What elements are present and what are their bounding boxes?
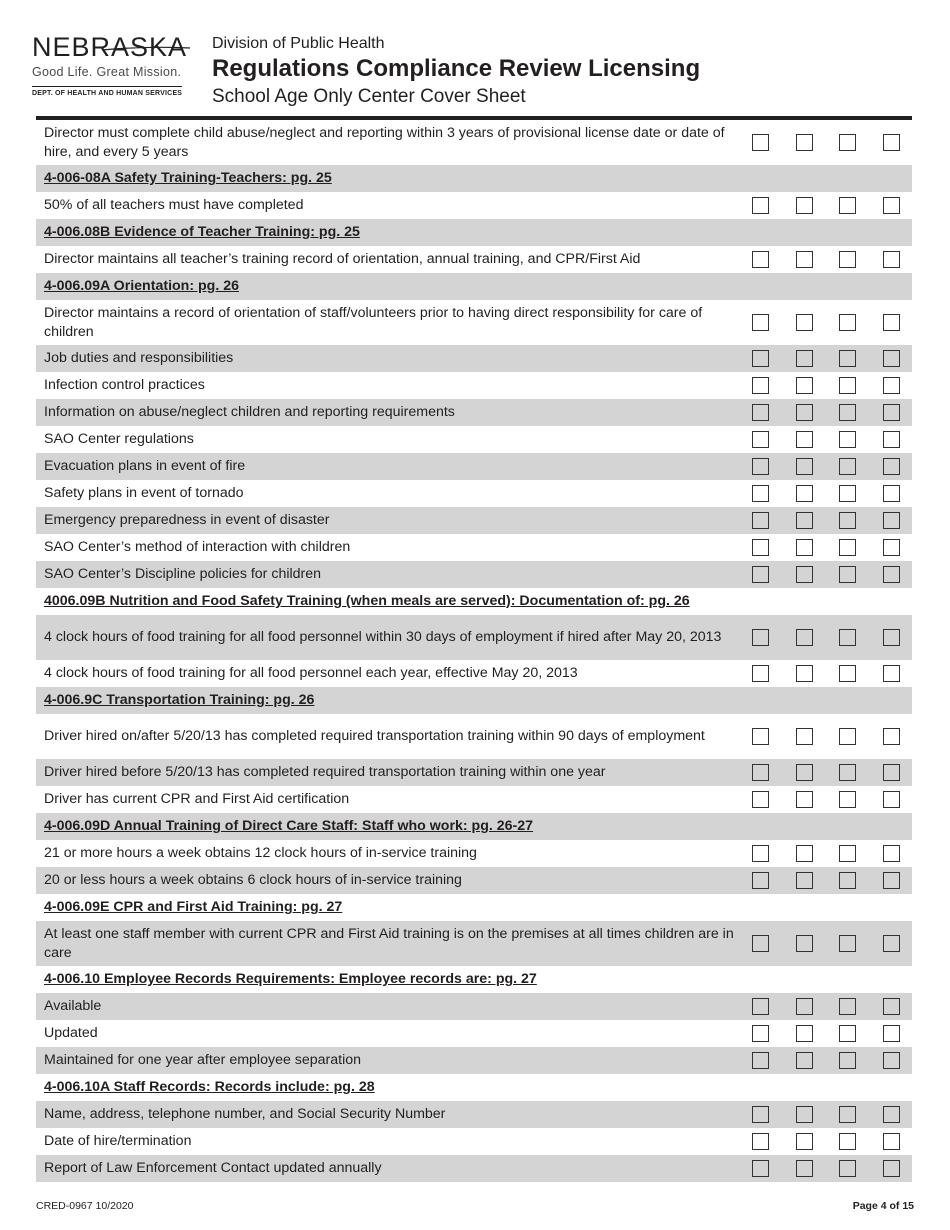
checklist-row [36, 759, 912, 786]
compliance-checkbox-col3[interactable] [839, 485, 856, 502]
requirement-text: Emergency preparedness in event of disaster [44, 512, 330, 528]
compliance-checkbox-col4[interactable] [883, 935, 900, 952]
checklist-row [36, 480, 912, 507]
compliance-checkbox-col4[interactable] [883, 1052, 900, 1069]
section-heading-row [36, 813, 912, 840]
compliance-checkbox-col4[interactable] [883, 845, 900, 862]
compliance-checkbox-col2[interactable] [796, 728, 813, 745]
compliance-checkbox-col3[interactable] [839, 728, 856, 745]
page-header [0, 0, 950, 118]
requirement-text: Driver has current CPR and First Aid certification [44, 791, 350, 807]
compliance-checkbox-col4[interactable] [883, 485, 900, 502]
compliance-checkbox-col3[interactable] [839, 791, 856, 808]
compliance-checkbox-col4[interactable] [883, 512, 900, 529]
requirement-text: SAO Center’s method of interaction with children [44, 539, 351, 555]
compliance-checkbox-col3[interactable] [839, 935, 856, 952]
page-subtitle: School Age Only Center Cover Sheet [212, 86, 526, 107]
section-heading-row [36, 1074, 912, 1101]
checklist-row [36, 786, 912, 813]
compliance-checkbox-col2[interactable] [796, 872, 813, 889]
logo-tagline: Good Life. Great Mission. [32, 65, 182, 79]
compliance-checkbox-col1[interactable] [752, 134, 769, 151]
section-heading: 4006.09B Nutrition and Food Safety Training (when meals are served): Documentation of: pg. 26 [44, 593, 690, 609]
compliance-checkbox-col3[interactable] [839, 404, 856, 421]
compliance-checkbox-col4[interactable] [883, 458, 900, 475]
compliance-checkbox-col2[interactable] [796, 197, 813, 214]
compliance-checkbox-col1[interactable] [752, 458, 769, 475]
compliance-checkbox-col3[interactable] [839, 665, 856, 682]
compliance-checkbox-col2[interactable] [796, 1160, 813, 1177]
requirement-text: Updated [44, 1025, 98, 1041]
compliance-checkbox-col2[interactable] [796, 998, 813, 1015]
requirement-text: Available [44, 998, 102, 1014]
checklist-table [36, 120, 912, 1182]
compliance-checkbox-col4[interactable] [883, 350, 900, 367]
compliance-checkbox-col2[interactable] [796, 251, 813, 268]
requirement-text: 4 clock hours of food training for all food personnel within 30 days of employment if hired after May 20, 2013 [44, 629, 722, 645]
page-number: Page 4 of 15 [852, 1200, 914, 1212]
compliance-checkbox-col1[interactable] [752, 566, 769, 583]
page-title: Regulations Compliance Review Licensing [212, 55, 701, 82]
requirement-text: 21 or more hours a week obtains 12 clock hours of in-service training [44, 845, 477, 861]
checklist-row [36, 561, 912, 588]
requirement-text: 50% of all teachers must have completed [44, 197, 304, 213]
compliance-checkbox-col1[interactable] [752, 872, 769, 889]
compliance-checkbox-col1[interactable] [752, 1025, 769, 1042]
requirement-text: Name, address, telephone number, and Social Security Number [44, 1106, 446, 1122]
compliance-checkbox-col3[interactable] [839, 1052, 856, 1069]
compliance-checkbox-col1[interactable] [752, 404, 769, 421]
requirement-text: Date of hire/termination [44, 1133, 192, 1149]
compliance-checkbox-col3[interactable] [839, 539, 856, 556]
compliance-checkbox-col2[interactable] [796, 485, 813, 502]
compliance-checkbox-col4[interactable] [883, 1106, 900, 1123]
compliance-checkbox-col3[interactable] [839, 1133, 856, 1150]
compliance-checkbox-col2[interactable] [796, 458, 813, 475]
compliance-checkbox-col2[interactable] [796, 791, 813, 808]
compliance-checkbox-col1[interactable] [752, 665, 769, 682]
division-name: Division of Public Health [212, 35, 385, 52]
compliance-checkbox-col4[interactable] [883, 566, 900, 583]
compliance-checkbox-col2[interactable] [796, 935, 813, 952]
compliance-checkbox-col4[interactable] [883, 1025, 900, 1042]
checklist-row [36, 246, 912, 273]
compliance-checkbox-col2[interactable] [796, 845, 813, 862]
section-heading-row [36, 219, 912, 246]
compliance-checkbox-col3[interactable] [839, 872, 856, 889]
compliance-checkbox-col2[interactable] [796, 665, 813, 682]
section-heading: 4-006.08B Evidence of Teacher Training: pg. 25 [44, 224, 360, 240]
requirement-text: Job duties and responsibilities [44, 350, 234, 366]
section-heading: 4-006-08A Safety Training-Teachers: pg. 25 [44, 170, 332, 186]
section-heading: 4-006.10 Employee Records Requirements: Employee records are: pg. 27 [44, 971, 537, 987]
compliance-checkbox-col4[interactable] [883, 665, 900, 682]
checklist-row [36, 372, 912, 399]
compliance-checkbox-col2[interactable] [796, 1133, 813, 1150]
compliance-checkbox-col4[interactable] [883, 539, 900, 556]
compliance-checkbox-col1[interactable] [752, 1160, 769, 1177]
checklist-row [36, 1047, 912, 1074]
requirement-text: Information on abuse/neglect children and reporting requirements [44, 404, 455, 420]
compliance-checkbox-col3[interactable] [839, 764, 856, 781]
compliance-checkbox-col2[interactable] [796, 512, 813, 529]
section-heading-row [36, 687, 912, 714]
compliance-checkbox-col4[interactable] [883, 431, 900, 448]
compliance-checkbox-col1[interactable] [752, 251, 769, 268]
logo-wordmark: NEBRASKA [32, 32, 192, 62]
compliance-checkbox-col4[interactable] [883, 764, 900, 781]
compliance-checkbox-col3[interactable] [839, 350, 856, 367]
compliance-checkbox-col4[interactable] [883, 314, 900, 331]
compliance-checkbox-col1[interactable] [752, 845, 769, 862]
compliance-checkbox-col2[interactable] [796, 1025, 813, 1042]
checklist-row [36, 1128, 912, 1155]
compliance-checkbox-col4[interactable] [883, 872, 900, 889]
compliance-checkbox-col4[interactable] [883, 629, 900, 646]
compliance-checkbox-col1[interactable] [752, 629, 769, 646]
checklist-row [36, 714, 912, 759]
compliance-checkbox-col4[interactable] [883, 791, 900, 808]
checklist-row [36, 300, 912, 345]
checklist-row [36, 507, 912, 534]
compliance-checkbox-col3[interactable] [839, 377, 856, 394]
requirement-text: SAO Center’s Discipline policies for children [44, 566, 322, 582]
logo-divider [32, 86, 182, 87]
checklist-row [36, 993, 912, 1020]
section-heading: 4-006.09D Annual Training of Direct Care Staff: Staff who work: pg. 26-27 [44, 818, 534, 834]
compliance-checkbox-col2[interactable] [796, 629, 813, 646]
compliance-checkbox-col2[interactable] [796, 350, 813, 367]
compliance-checkbox-col2[interactable] [796, 314, 813, 331]
requirement-text: SAO Center regulations [44, 431, 194, 447]
compliance-checkbox-col4[interactable] [883, 1160, 900, 1177]
requirement-text: Maintained for one year after employee separation [44, 1052, 362, 1068]
checklist-row [36, 192, 912, 219]
checklist-row [36, 534, 912, 561]
compliance-checkbox-col1[interactable] [752, 512, 769, 529]
checklist-row [36, 345, 912, 372]
compliance-checkbox-col1[interactable] [752, 314, 769, 331]
compliance-checkbox-col3[interactable] [839, 1025, 856, 1042]
requirement-text: 20 or less hours a week obtains 6 clock hours of in-service training [44, 872, 462, 888]
compliance-checkbox-col2[interactable] [796, 1106, 813, 1123]
compliance-checkbox-col1[interactable] [752, 728, 769, 745]
compliance-checkbox-col1[interactable] [752, 350, 769, 367]
compliance-checkbox-col4[interactable] [883, 998, 900, 1015]
compliance-checkbox-col4[interactable] [883, 404, 900, 421]
requirement-text: Report of Law Enforcement Contact updated annually [44, 1160, 382, 1176]
compliance-checkbox-col1[interactable] [752, 1133, 769, 1150]
compliance-checkbox-col3[interactable] [839, 134, 856, 151]
compliance-checkbox-col2[interactable] [796, 377, 813, 394]
compliance-checkbox-col1[interactable] [752, 1106, 769, 1123]
compliance-checkbox-col3[interactable] [839, 629, 856, 646]
compliance-checkbox-col4[interactable] [883, 134, 900, 151]
compliance-checkbox-col2[interactable] [796, 134, 813, 151]
section-heading: 4-006.9C Transportation Training: pg. 26 [44, 692, 315, 708]
section-heading-row [36, 588, 912, 615]
compliance-checkbox-col3[interactable] [839, 512, 856, 529]
compliance-checkbox-col1[interactable] [752, 998, 769, 1015]
compliance-checkbox-col2[interactable] [796, 539, 813, 556]
requirement-text: Director maintains a record of orientation of staff/volunteers prior to having direct responsibility for care of children [44, 304, 703, 340]
compliance-checkbox-col2[interactable] [796, 404, 813, 421]
checklist-row [36, 921, 912, 966]
nebraska-dhhs-logo [32, 32, 192, 97]
compliance-checkbox-col3[interactable] [839, 251, 856, 268]
requirement-text: Director must complete child abuse/neglect and reporting within 3 years of provisional license date or date of hire, and every 5 years [44, 124, 725, 160]
compliance-checkbox-col3[interactable] [839, 431, 856, 448]
compliance-checkbox-col4[interactable] [883, 251, 900, 268]
checklist-row [36, 615, 912, 660]
logo-department: DEPT. OF HEALTH AND HUMAN SERVICES [32, 90, 183, 97]
compliance-checkbox-col1[interactable] [752, 539, 769, 556]
requirement-text: 4 clock hours of food training for all food personnel each year, effective May 20, 2013 [44, 665, 578, 681]
compliance-checkbox-col2[interactable] [796, 566, 813, 583]
compliance-checkbox-col1[interactable] [752, 377, 769, 394]
requirement-text: Evacuation plans in event of fire [44, 458, 246, 474]
checklist-row [36, 1020, 912, 1047]
checklist-row [36, 1101, 912, 1128]
requirement-text: Safety plans in event of tornado [44, 485, 244, 501]
section-heading: 4-006.09E CPR and First Aid Training: pg. 27 [44, 899, 343, 915]
requirement-text: At least one staff member with current CPR and First Aid training is on the premises at all times children are in care [44, 925, 734, 961]
compliance-checkbox-col3[interactable] [839, 197, 856, 214]
requirement-text: Director maintains all teacher’s training record of orientation, annual training, and CPR/First Aid [44, 251, 641, 267]
compliance-checkbox-col3[interactable] [839, 314, 856, 331]
compliance-checkbox-col3[interactable] [839, 1160, 856, 1177]
compliance-checkbox-col4[interactable] [883, 377, 900, 394]
checklist-row [36, 120, 912, 165]
compliance-checkbox-col1[interactable] [752, 791, 769, 808]
compliance-checkbox-col1[interactable] [752, 764, 769, 781]
checklist-row [36, 453, 912, 480]
compliance-checkbox-col3[interactable] [839, 458, 856, 475]
header-titles [212, 34, 700, 109]
section-heading-row [36, 894, 912, 921]
checklist-row [36, 426, 912, 453]
section-heading: 4-006.10A Staff Records: Records include: pg. 28 [44, 1079, 375, 1095]
requirement-text: Infection control practices [44, 377, 205, 393]
checklist-row [36, 840, 912, 867]
compliance-checkbox-col4[interactable] [883, 1133, 900, 1150]
logo-swoosh-icon [102, 46, 190, 52]
compliance-checkbox-col3[interactable] [839, 1106, 856, 1123]
compliance-checkbox-col3[interactable] [839, 566, 856, 583]
checklist-row [36, 399, 912, 426]
section-heading-row [36, 966, 912, 993]
requirement-text: Driver hired before 5/20/13 has completed required transportation training within one year [44, 764, 606, 780]
checklist-row [36, 660, 912, 687]
checklist-row [36, 867, 912, 894]
compliance-checkbox-col1[interactable] [752, 1052, 769, 1069]
compliance-checkbox-col1[interactable] [752, 935, 769, 952]
section-heading-row [36, 273, 912, 300]
compliance-checkbox-col4[interactable] [883, 728, 900, 745]
compliance-checkbox-col1[interactable] [752, 485, 769, 502]
section-heading: 4-006.09A Orientation: pg. 26 [44, 278, 240, 294]
compliance-checkbox-col3[interactable] [839, 998, 856, 1015]
section-heading-row [36, 165, 912, 192]
compliance-checkbox-col2[interactable] [796, 1052, 813, 1069]
requirement-text: Driver hired on/after 5/20/13 has completed required transportation training within 90 days of employment [44, 728, 705, 744]
compliance-checkbox-col4[interactable] [883, 197, 900, 214]
compliance-checkbox-col1[interactable] [752, 431, 769, 448]
compliance-checkbox-col2[interactable] [796, 431, 813, 448]
compliance-checkbox-col2[interactable] [796, 764, 813, 781]
compliance-checkbox-col1[interactable] [752, 197, 769, 214]
form-id: CRED-0967 10/2020 [36, 1200, 134, 1212]
compliance-checkbox-col3[interactable] [839, 845, 856, 862]
checklist-row [36, 1155, 912, 1182]
